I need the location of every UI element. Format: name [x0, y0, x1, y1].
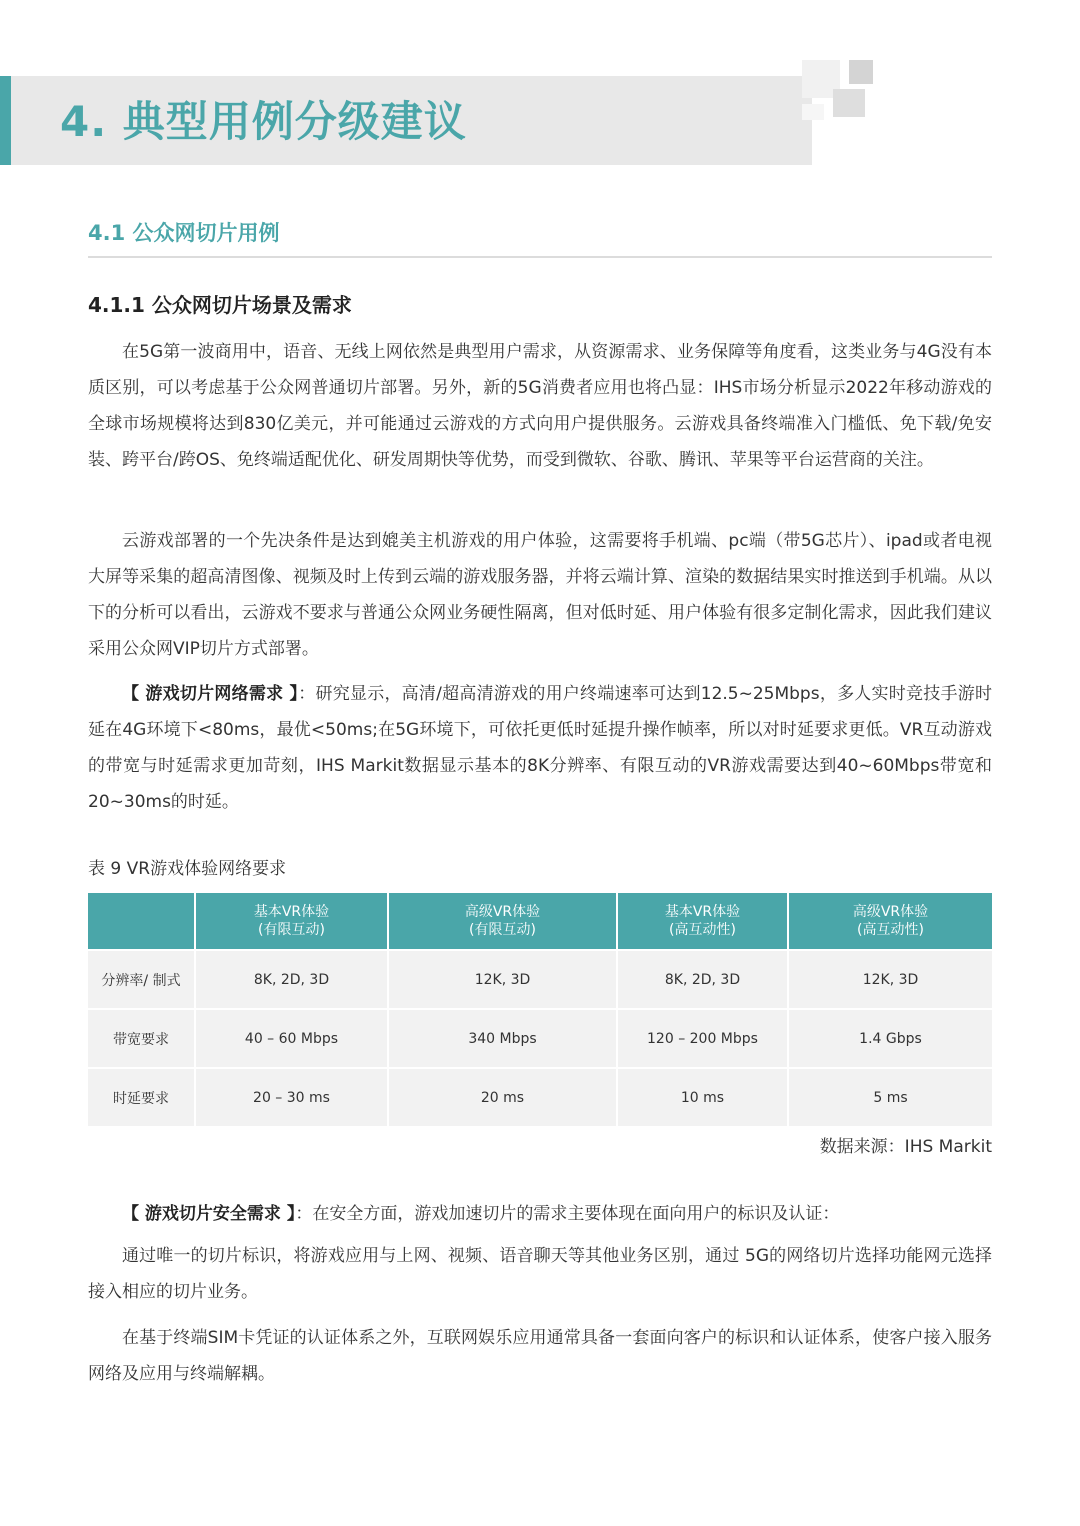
table-cell: 20 ms	[388, 1068, 617, 1126]
table-header-row	[88, 893, 992, 950]
paragraph-cloud-gaming: 云游戏部署的一个先决条件是达到媲美主机游戏的用户体验，这需要将手机端、pc端（带5G芯片）、ipad或者电视大屏等采集的超高清图像、视频及时上传到云端的游戏服务器，并将云端计算、渲染的数据结果实时推送到手机端。从以下的分析可以看出，云游戏不要求与普通公众网业务硬性隔离，但对低时延、用户体验有很多定制化需求，因此我们建议采用公众网VIP切片方式部署。	[88, 531, 992, 659]
security-requirements-label: 【 游戏切片安全需求 】	[122, 1204, 296, 1224]
paragraph-slice-identifier: 通过唯一的切片标识，将游戏应用与上网、视频、语音聊天等其他业务区别，通过 5G的网络切片选择功能网元选择接入相应的切片业务。	[88, 1246, 992, 1302]
table-header-cell: 高级VR体验 (高互动性)	[788, 893, 992, 950]
chapter-title: 4. 典型用例分级建议	[60, 97, 467, 146]
table-cell: 1.4 Gbps	[788, 1009, 992, 1068]
network-requirements-label: 【 游戏切片网络需求 】	[122, 684, 299, 704]
vr-requirements-table	[88, 893, 992, 1126]
paragraph-security-requirements	[88, 1196, 992, 1232]
table-row-header: 分辨率/ 制式	[88, 950, 195, 1009]
table-row	[88, 950, 992, 1009]
paragraph-authentication: 在基于终端SIM卡凭证的认证体系之外，互联网娱乐应用通常具备一套面向客户的标识和认证体系，使客户接入服务网络及应用与终端解耦。	[88, 1328, 992, 1384]
paragraph-intro: 在5G第一波商用中，语音、无线上网依然是典型用户需求，从资源需求、业务保障等角度看，这类业务与4G没有本质区别，可以考虑基于公众网普通切片部署。另外，新的5G消费者应用也将凸显：IHS市场分析显示2022年移动游戏的全球市场规模将达到830亿美元，并可能通过云游戏的方式向用户提供服务。云游戏具备终端准入门槛低、免下载/免安装、跨平台/跨OS、免终端适配优化、研发周期快等优势，而受到微软、谷歌、腾讯、苹果等平台运营商的关注。	[88, 342, 992, 470]
network-requirements-text: ：研究显示，高清/超高清游戏的用户终端速率可达到12.5~25Mbps，多人实时竞技手游时延在4G环境下<80ms，最优<50ms;在5G环境下，可依托更低时延提升操作帧率，所以对时延要求更低。VR互动游戏的带宽与时延需求更加苛刻，IHS Markit数据显示基本的8K分辨率、有限互动的VR游戏需要达到40~60Mbps带宽和20~30ms的时延。	[88, 684, 992, 812]
table-cell: 10 ms	[617, 1068, 788, 1126]
deco-square	[849, 60, 873, 84]
table-cell: 8K, 2D, 3D	[195, 950, 388, 1009]
table-source: 数据来源：IHS Markit	[819, 1137, 992, 1157]
deco-square	[802, 104, 824, 120]
table-cell: 20 – 30 ms	[195, 1068, 388, 1126]
table-header-cell: 基本VR体验 (有限互动)	[195, 893, 388, 950]
table-cell: 12K, 3D	[388, 950, 617, 1009]
table-row-header: 时延要求	[88, 1068, 195, 1126]
table-caption: 表 9 VR游戏体验网络要求	[88, 859, 287, 879]
table-cell: 8K, 2D, 3D	[617, 950, 788, 1009]
section-divider	[88, 256, 992, 258]
subsection-title: 4.1.1 公众网切片场景及需求	[88, 293, 352, 317]
security-requirements-text: ：在安全方面，游戏加速切片的需求主要体现在面向用户的标识及认证：	[295, 1204, 840, 1224]
table-row	[88, 1009, 992, 1068]
table-cell: 120 – 200 Mbps	[617, 1009, 788, 1068]
table-cell: 40 – 60 Mbps	[195, 1009, 388, 1068]
table-row	[88, 1068, 992, 1126]
table-cell: 12K, 3D	[788, 950, 992, 1009]
paragraph-network-requirements	[88, 676, 992, 820]
table-header-cell: 基本VR体验 (高互动性)	[617, 893, 788, 950]
table-row-header: 带宽要求	[88, 1009, 195, 1068]
table-cell: 5 ms	[788, 1068, 992, 1126]
chapter-accent-stripe	[0, 76, 11, 165]
table-header-cell: 高级VR体验 (有限互动)	[388, 893, 617, 950]
deco-square	[833, 89, 865, 117]
table-header-cell	[88, 893, 195, 950]
table-cell: 340 Mbps	[388, 1009, 617, 1068]
section-title: 4.1 公众网切片用例	[88, 221, 280, 245]
